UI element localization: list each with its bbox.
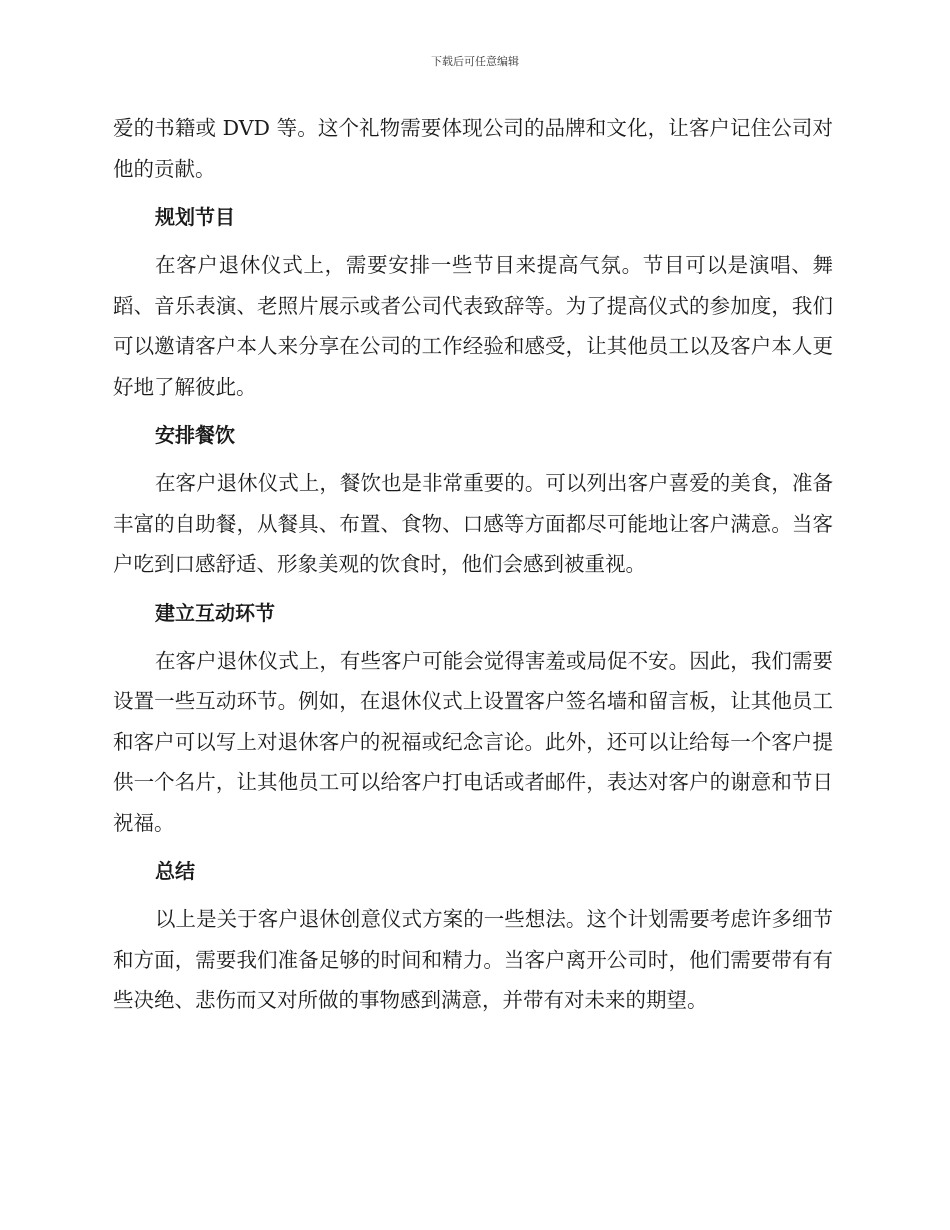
section-heading-catering: 安排餐饮 [155,423,235,447]
section-paragraph-program: 在客户退休仪式上，需要安排一些节目来提高气氛。节目可以是演唱、舞蹈、音乐表演、老照片展示或者公司代表致辞等。为了提高仪式的参加度，我们可以邀请客户本人来分享在公司的工作经验和感受，让其他员工以及客户本人更好地了解彼此。 [113,253,833,399]
section-heading-interaction: 建立互动环节 [155,600,275,625]
section-heading-summary: 总结 [155,859,195,883]
page-header: 下载后可任意编辑 [431,55,519,68]
continued-paragraph: 爱的书籍或 DVD 等。这个礼物需要体现公司的品牌和文化，让客户记住公司对他的贡献。 [113,116,833,181]
section-paragraph-catering: 在客户退休仪式上，餐饮也是非常重要的。可以列出客户喜爱的美食，准备丰富的自助餐，从餐具、布置、食物、口感等方面都尽可能地让客户满意。当客户吃到口感舒适、形象美观的饮食时，他们会感到被重视。 [113,471,833,576]
section-paragraph-interaction: 在客户退休仪式上，有些客户可能会觉得害羞或局促不安。因此，我们需要设置一些互动环节。例如，在退休仪式上设置客户签名墙和留言板，让其他员工和客户可以写上对退休客户的祝福或纪念言论。此外，还可以让给每一个客户提供一个名片，让其他员工可以给客户打电话或者邮件，表达对客户的谢意和节日祝福。 [113,648,833,835]
section-heading-program: 规划节目 [155,205,235,229]
section-paragraph-summary: 以上是关于客户退休创意仪式方案的一些想法。这个计划需要考虑许多细节和方面，需要我们准备足够的时间和精力。当客户离开公司时，他们需要带有有些决绝、悲伤而又对所做的事物感到满意，并带有对未来的期望。 [113,907,833,1012]
document-body [113,108,833,1021]
